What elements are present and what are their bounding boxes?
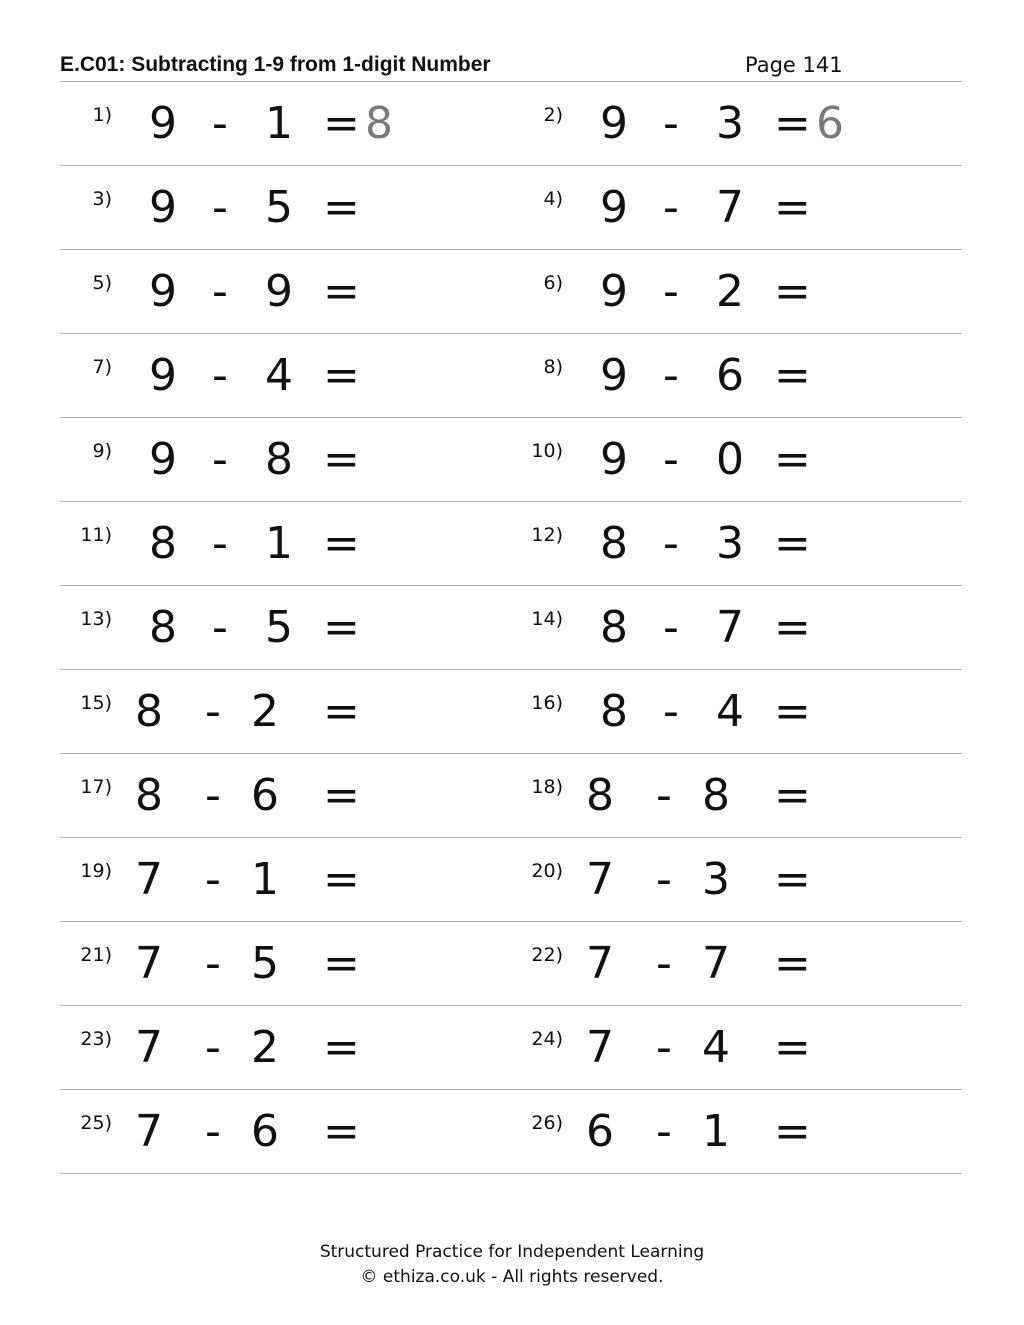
worksheet-title: E.C01: Subtracting 1-9 from 1-digit Number: [60, 53, 491, 76]
minus-sign: -: [663, 686, 679, 737]
problem-row: [60, 922, 962, 1006]
subtrahend: 6: [251, 1106, 279, 1157]
equals-sign: =: [774, 1022, 811, 1073]
equals-sign: =: [323, 350, 360, 401]
problem-21: [60, 922, 511, 1005]
subtrahend: 7: [702, 938, 730, 989]
problem-row: [60, 1090, 962, 1174]
subtrahend: 3: [702, 854, 730, 905]
problem-12: [511, 502, 962, 585]
minus-sign: -: [205, 686, 221, 737]
answer[interactable]: 6: [816, 98, 844, 149]
problem-20: [511, 838, 962, 921]
footer-tagline: Structured Practice for Independent Learning: [319, 1242, 705, 1262]
minus-sign: -: [663, 350, 679, 401]
problem-13: [60, 586, 511, 669]
equals-sign: =: [774, 602, 811, 653]
minus-sign: -: [205, 1106, 221, 1157]
problem-number: 2): [543, 104, 563, 126]
minus-sign: -: [656, 854, 672, 905]
minuend: 8: [149, 602, 177, 653]
equals-sign: =: [323, 1022, 360, 1073]
problem-2: [511, 82, 962, 165]
problem-7: [60, 334, 511, 417]
answer[interactable]: 8: [365, 98, 393, 149]
problem-number: 1): [92, 104, 112, 126]
minuend: 9: [149, 98, 177, 149]
subtrahend: 2: [716, 266, 744, 317]
equals-sign: =: [774, 434, 811, 485]
subtrahend: 7: [716, 602, 744, 653]
problem-grid: [60, 82, 962, 1174]
subtrahend: 5: [265, 602, 293, 653]
problem-1: [60, 82, 511, 165]
equals-sign: =: [774, 938, 811, 989]
equals-sign: =: [774, 854, 811, 905]
equals-sign: =: [323, 770, 360, 821]
minuend: 8: [135, 686, 163, 737]
minuend: 7: [135, 938, 163, 989]
minus-sign: -: [205, 854, 221, 905]
problem-6: [511, 250, 962, 333]
problem-number: 9): [92, 440, 112, 462]
subtrahend: 0: [716, 434, 744, 485]
problem-3: [60, 166, 511, 249]
equals-sign: =: [323, 518, 360, 569]
minuend: 9: [149, 350, 177, 401]
problem-number: 26): [531, 1112, 563, 1134]
problem-number: 21): [80, 944, 112, 966]
problem-row: [60, 586, 962, 670]
equals-sign: =: [323, 602, 360, 653]
minus-sign: -: [663, 266, 679, 317]
page-footer: [0, 1240, 1024, 1290]
problem-11: [60, 502, 511, 585]
problem-19: [60, 838, 511, 921]
minus-sign: -: [663, 518, 679, 569]
minuend: 8: [600, 602, 628, 653]
equals-sign: =: [323, 266, 360, 317]
subtrahend: 1: [265, 518, 293, 569]
problem-number: 22): [531, 944, 563, 966]
problem-number: 16): [531, 692, 563, 714]
problem-number: 14): [531, 608, 563, 630]
minuend: 8: [149, 518, 177, 569]
subtrahend: 5: [251, 938, 279, 989]
problem-row: [60, 166, 962, 250]
subtrahend: 1: [265, 98, 293, 149]
minus-sign: -: [205, 938, 221, 989]
subtrahend: 5: [265, 182, 293, 233]
footer-copyright: © ethiza.co.uk - All rights reserved.: [360, 1267, 664, 1287]
subtrahend: 8: [265, 434, 293, 485]
equals-sign: =: [774, 770, 811, 821]
subtrahend: 4: [716, 686, 744, 737]
minuend: 9: [600, 434, 628, 485]
problem-number: 8): [543, 356, 563, 378]
problem-number: 19): [80, 860, 112, 882]
subtrahend: 2: [251, 1022, 279, 1073]
problem-24: [511, 1006, 962, 1089]
equals-sign: =: [323, 854, 360, 905]
minus-sign: -: [212, 266, 228, 317]
subtrahend: 4: [702, 1022, 730, 1073]
minuend: 9: [149, 182, 177, 233]
minus-sign: -: [205, 770, 221, 821]
minuend: 9: [600, 182, 628, 233]
problem-number: 4): [543, 188, 563, 210]
problem-16: [511, 670, 962, 753]
problem-number: 25): [80, 1112, 112, 1134]
subtrahend: 3: [716, 98, 744, 149]
page-header: [60, 52, 962, 82]
problem-row: [60, 502, 962, 586]
minus-sign: -: [656, 1106, 672, 1157]
minus-sign: -: [656, 938, 672, 989]
equals-sign: =: [323, 182, 360, 233]
problem-8: [511, 334, 962, 417]
problem-4: [511, 166, 962, 249]
problem-number: 18): [531, 776, 563, 798]
equals-sign: =: [323, 434, 360, 485]
minuend: 7: [586, 938, 614, 989]
problem-15: [60, 670, 511, 753]
problem-row: [60, 82, 962, 166]
subtrahend: 9: [265, 266, 293, 317]
equals-sign: =: [323, 98, 360, 149]
problem-number: 12): [531, 524, 563, 546]
minus-sign: -: [212, 518, 228, 569]
equals-sign: =: [774, 266, 811, 317]
minus-sign: -: [212, 434, 228, 485]
equals-sign: =: [323, 686, 360, 737]
problem-number: 13): [80, 608, 112, 630]
subtrahend: 8: [702, 770, 730, 821]
minus-sign: -: [663, 182, 679, 233]
equals-sign: =: [323, 938, 360, 989]
subtrahend: 4: [265, 350, 293, 401]
problem-row: [60, 418, 962, 502]
problem-number: 20): [531, 860, 563, 882]
page-number: Page 141: [745, 53, 843, 77]
problem-number: 5): [92, 272, 112, 294]
minuend: 8: [600, 518, 628, 569]
subtrahend: 7: [716, 182, 744, 233]
minus-sign: -: [212, 182, 228, 233]
equals-sign: =: [774, 182, 811, 233]
minus-sign: -: [663, 98, 679, 149]
minus-sign: -: [663, 434, 679, 485]
problem-row: [60, 334, 962, 418]
problem-row: [60, 250, 962, 334]
minuend: 8: [586, 770, 614, 821]
problem-number: 3): [92, 188, 112, 210]
problem-number: 7): [92, 356, 112, 378]
subtrahend: 1: [251, 854, 279, 905]
minus-sign: -: [212, 602, 228, 653]
problem-number: 24): [531, 1028, 563, 1050]
minuend: 9: [149, 266, 177, 317]
problem-10: [511, 418, 962, 501]
equals-sign: =: [774, 518, 811, 569]
problem-9: [60, 418, 511, 501]
problem-5: [60, 250, 511, 333]
equals-sign: =: [774, 98, 811, 149]
minuend: 6: [586, 1106, 614, 1157]
minuend: 7: [135, 1022, 163, 1073]
problem-17: [60, 754, 511, 837]
problem-row: [60, 754, 962, 838]
subtrahend: 6: [251, 770, 279, 821]
problem-number: 23): [80, 1028, 112, 1050]
minuend: 8: [135, 770, 163, 821]
problem-14: [511, 586, 962, 669]
equals-sign: =: [774, 350, 811, 401]
subtrahend: 6: [716, 350, 744, 401]
problem-25: [60, 1090, 511, 1173]
minuend: 7: [135, 1106, 163, 1157]
minuend: 9: [149, 434, 177, 485]
subtrahend: 2: [251, 686, 279, 737]
minus-sign: -: [656, 1022, 672, 1073]
problem-number: 6): [543, 272, 563, 294]
minuend: 8: [600, 686, 628, 737]
problem-number: 10): [531, 440, 563, 462]
problem-row: [60, 838, 962, 922]
minus-sign: -: [656, 770, 672, 821]
problem-26: [511, 1090, 962, 1173]
problem-number: 17): [80, 776, 112, 798]
minuend: 7: [135, 854, 163, 905]
minus-sign: -: [212, 98, 228, 149]
subtrahend: 3: [716, 518, 744, 569]
equals-sign: =: [774, 686, 811, 737]
problem-number: 11): [80, 524, 112, 546]
subtrahend: 1: [702, 1106, 730, 1157]
equals-sign: =: [774, 1106, 811, 1157]
problem-number: 15): [80, 692, 112, 714]
problem-23: [60, 1006, 511, 1089]
minus-sign: -: [212, 350, 228, 401]
problem-row: [60, 670, 962, 754]
problem-18: [511, 754, 962, 837]
minuend: 7: [586, 854, 614, 905]
minuend: 9: [600, 98, 628, 149]
minus-sign: -: [205, 1022, 221, 1073]
minuend: 9: [600, 266, 628, 317]
equals-sign: =: [323, 1106, 360, 1157]
minuend: 9: [600, 350, 628, 401]
minus-sign: -: [663, 602, 679, 653]
problem-row: [60, 1006, 962, 1090]
problem-22: [511, 922, 962, 1005]
minuend: 7: [586, 1022, 614, 1073]
